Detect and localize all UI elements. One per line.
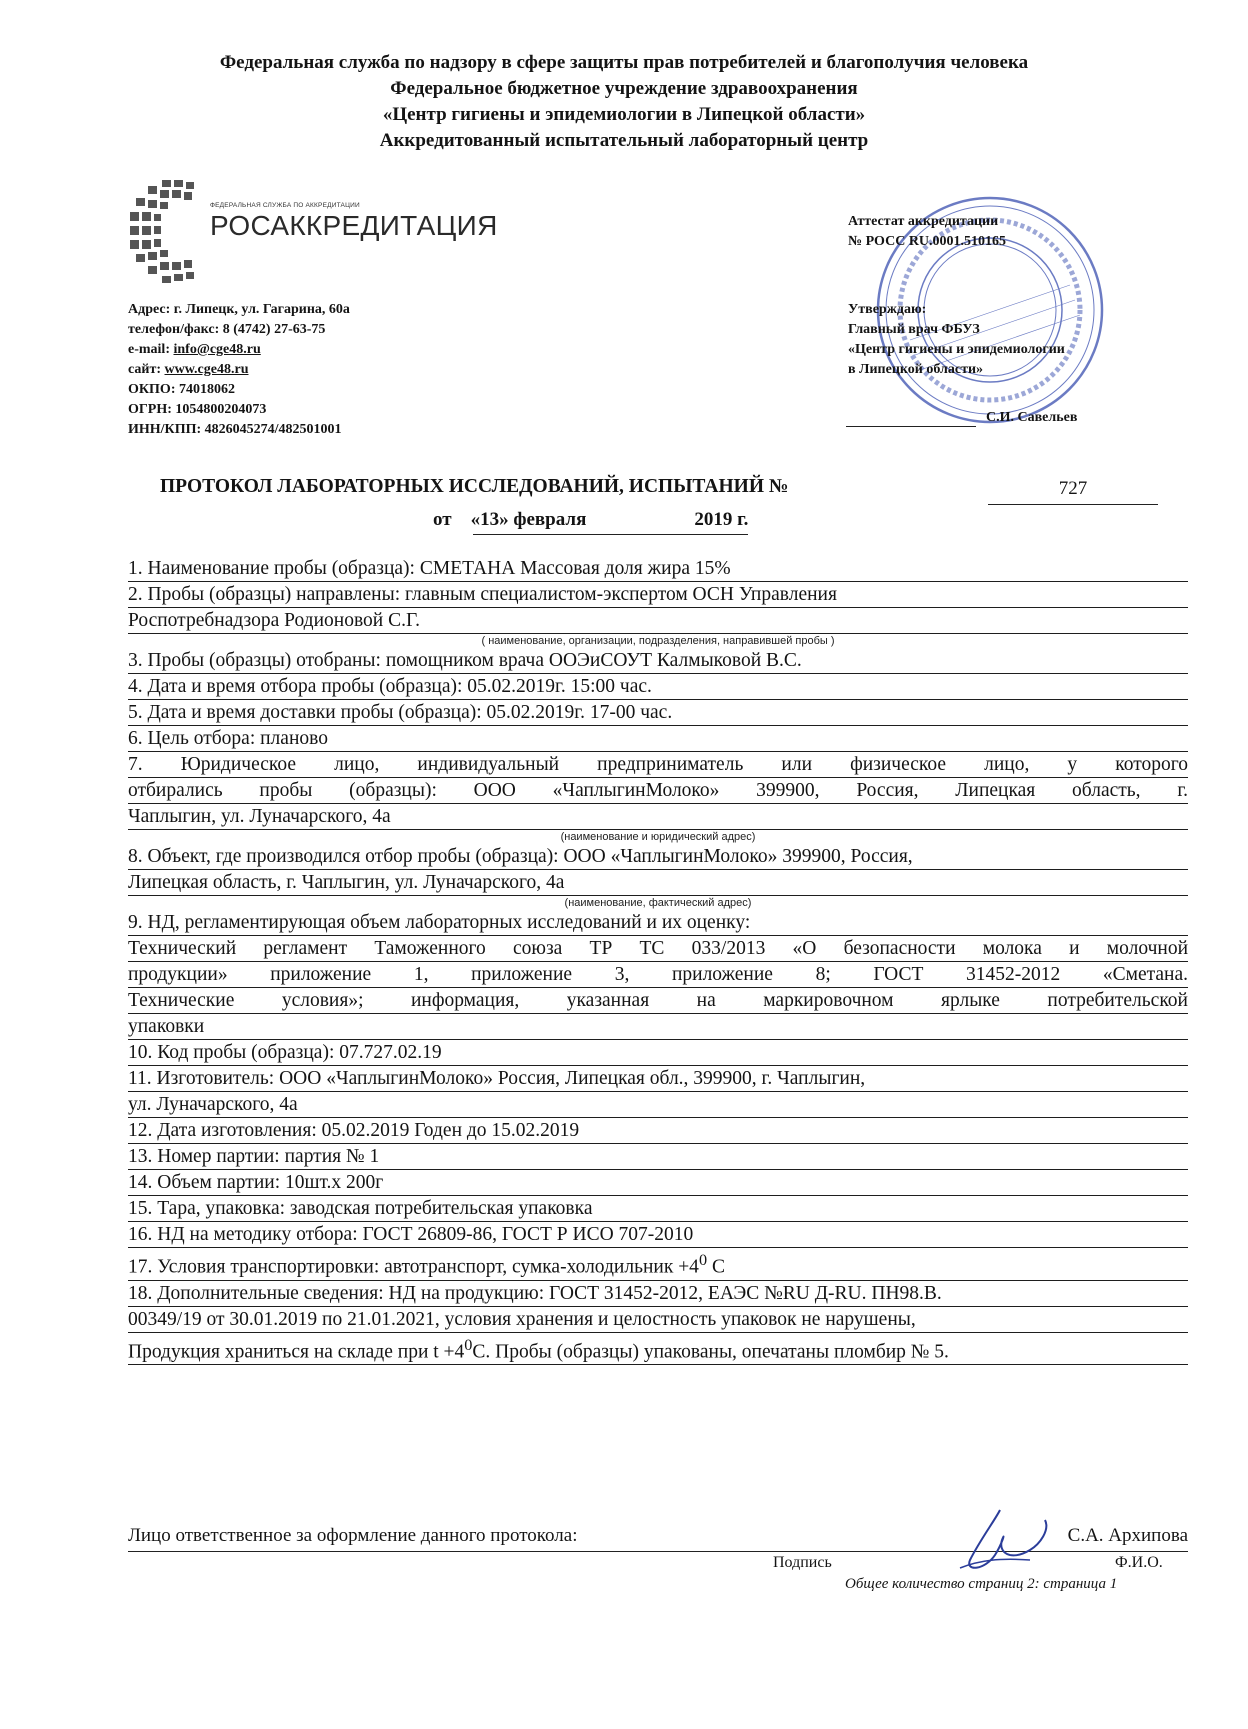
item-17 <box>128 1248 1188 1281</box>
item-7-line-3: Чаплыгин, ул. Луначарского, 4а <box>128 804 1188 830</box>
item-18-line-1: 18. Дополнительные сведения: НД на продукцию: ГОСТ 31452-2012, ЕАЭС №RU Д-RU. ПН98.В. <box>128 1281 1188 1307</box>
item-9-line-2: Технический регламент Таможенного союза ТР ТС 033/2013 «О безопасности молока и молочной <box>128 936 1188 962</box>
item-4: 4. Дата и время отбора пробы (образца): 05.02.2019г. 15:00 час. <box>128 674 1188 700</box>
item-17-unit: С <box>707 1256 725 1278</box>
item-5: 5. Дата и время доставки пробы (образца): 05.02.2019г. 17-00 час. <box>128 700 1188 726</box>
header-line-4: Аккредитованный испытательный лабораторный центр <box>379 130 869 151</box>
accreditation-title: Аттестат аккредитации <box>848 214 999 229</box>
item-2-line-2: Роспотребнадзора Родионовой С.Г. <box>128 608 1188 634</box>
item-18-text-a: Продукция храниться на складе при t +4 <box>128 1341 465 1362</box>
item-17-degree: 0 <box>698 1251 708 1269</box>
responsible-label: Лицо ответственное за оформление данного протокола: <box>128 1525 578 1546</box>
logo-big-text: РОСАККРЕДИТАЦИЯ <box>210 210 498 241</box>
signature-icon <box>940 1500 1060 1580</box>
protocol-number: 727 <box>1058 478 1088 499</box>
item-2-caption: ( наименование, организации, подразделения, направившей пробы ) <box>481 635 835 647</box>
item-14: 14. Объем партии: 10шт.х 200г <box>128 1170 1188 1196</box>
protocol-items <box>128 556 1188 1365</box>
item-13: 13. Номер партии: партия № 1 <box>128 1144 1188 1170</box>
date-prefix: от <box>433 509 452 530</box>
item-9-line-4: Технические условия»; информация, указанная на маркировочном ярлыке потребительской <box>128 988 1188 1014</box>
approval-line-3: «Центр гигиены и эпидемиологии <box>848 342 1065 357</box>
address: Адрес: г. Липецк, ул. Гагарина, 60а <box>128 302 350 317</box>
item-8-line-1: 8. Объект, где производился отбор пробы (образца): ООО «ЧаплыгинМолоко» 399900, Россия, <box>128 844 1188 870</box>
item-10: 10. Код пробы (образца): 07.727.02.19 <box>128 1040 1188 1066</box>
header-line-1: Федеральная служба по надзору в сфере защиты прав потребителей и благополучия человека <box>219 52 1029 73</box>
logo-small-text: ФЕДЕРАЛЬНАЯ СЛУЖБА ПО АККРЕДИТАЦИИ <box>210 202 360 209</box>
site-label: сайт: <box>128 362 165 377</box>
item-18-text-b: С. Пробы (образцы) упакованы, опечатаны пломбир № 5. <box>472 1341 949 1362</box>
approval-block <box>848 300 1065 380</box>
approval-line-2: Главный врач ФБУЗ <box>848 322 980 337</box>
email-link[interactable]: info@cge48.ru <box>173 342 261 357</box>
item-6: 6. Цель отбора: планово <box>128 726 1188 752</box>
date-underline <box>473 534 748 535</box>
item-9-line-3: продукции» приложение 1, приложение 3, приложение 8; ГОСТ 31452-2012 «Сметана. <box>128 962 1188 988</box>
item-11-line-1: 11. Изготовитель: ООО «ЧаплыгинМолоко» Россия, Липецкая обл., 399900, г. Чаплыгин, <box>128 1066 1188 1092</box>
item-16: 16. НД на методику отбора: ГОСТ 26809-86, ГОСТ Р ИСО 707-2010 <box>128 1222 1188 1248</box>
document-header <box>0 50 1248 154</box>
item-1: 1. Наименование пробы (образца): СМЕТАНА Массовая доля жира 15% <box>128 556 1188 582</box>
item-3: 3. Пробы (образцы) отобраны: помощником врача ООЭиСОУТ Калмыковой В.С. <box>128 648 1188 674</box>
accreditation-number: № РОСС RU.0001.510165 <box>848 234 1007 249</box>
item-8-line-2: Липецкая область, г. Чаплыгин, ул. Луначарского, 4а <box>128 870 1188 896</box>
email-label: e-mail: <box>128 342 174 357</box>
approval-line-4: в Липецкой области» <box>848 362 984 377</box>
page-count: Общее количество страниц 2: страница 1 <box>845 1576 1118 1592</box>
phone: телефон/факс: 8 (4742) 27-63-75 <box>128 322 326 337</box>
ogrn: ОГРН: 1054800204073 <box>128 402 267 417</box>
item-11-line-2: ул. Луначарского, 4а <box>128 1092 1188 1118</box>
protocol-date <box>433 509 748 531</box>
date-value: «13» февраля <box>470 509 587 530</box>
item-7-line-1: 7. Юридическое лицо, индивидуальный предприниматель или физическое лицо, у которого <box>128 752 1188 778</box>
inn-kpp: ИНН/КПП: 4826045274/482501001 <box>128 422 342 437</box>
item-12: 12. Дата изготовления: 05.02.2019 Годен до 15.02.2019 <box>128 1118 1188 1144</box>
date-year: 2019 г. <box>694 509 749 530</box>
item-2-line-1: 2. Пробы (образцы) направлены: главным специалистом-экспертом ОСН Управления <box>128 582 1188 608</box>
logo-mark-icon <box>128 178 212 288</box>
contacts-block <box>128 300 350 440</box>
item-18-line-3 <box>128 1333 1188 1366</box>
email-row <box>128 340 350 360</box>
site-row <box>128 360 350 380</box>
item-9-line-1: 9. НД, регламентирующая объем лабораторных исследований и их оценку: <box>128 910 1188 936</box>
approval-line-1: Утверждаю: <box>848 302 927 317</box>
protocol-title: ПРОТОКОЛ ЛАБОРАТОРНЫХ ИССЛЕДОВАНИЙ, ИСПЫТАНИЙ № <box>160 476 789 497</box>
accreditation-block <box>848 212 1006 252</box>
signature-caption: Подпись <box>773 1554 832 1571</box>
approver-signature-line <box>846 426 976 427</box>
fio-caption: Ф.И.О. <box>1115 1554 1163 1571</box>
rosaccreditation-logo <box>128 178 498 288</box>
item-7-caption: (наименование и юридический адрес) <box>560 831 756 843</box>
item-8-caption: (наименование, фактический адрес) <box>564 897 752 909</box>
item-17-text: 17. Условия транспортировки: автотранспорт, сумка-холодильник +4 <box>128 1256 699 1278</box>
header-line-3: «Центр гигиены и эпидемиологии в Липецкой области» <box>382 104 866 125</box>
site-link[interactable]: www.cge48.ru <box>164 362 249 377</box>
header-line-2: Федеральное бюджетное учреждение здравоохранения <box>390 78 858 99</box>
responsible-name: С.А. Архипова <box>1067 1525 1188 1546</box>
okpo: ОКПО: 74018062 <box>128 382 235 397</box>
protocol-number-line <box>988 504 1158 505</box>
approver-name: С.И. Савельев <box>986 410 1078 425</box>
item-9-line-5: упаковки <box>128 1014 1188 1040</box>
item-18-degree: 0 <box>464 1335 473 1354</box>
item-7-line-2: отбирались пробы (образцы): ООО «ЧаплыгинМолоко» 399900, Россия, Липецкая область, г. <box>128 778 1188 804</box>
item-15: 15. Тара, упаковка: заводская потребительская упаковка <box>128 1196 1188 1222</box>
item-18-line-2: 00349/19 от 30.01.2019 по 21.01.2021, условия хранения и целостность упаковок не нарушены, <box>128 1307 1188 1333</box>
